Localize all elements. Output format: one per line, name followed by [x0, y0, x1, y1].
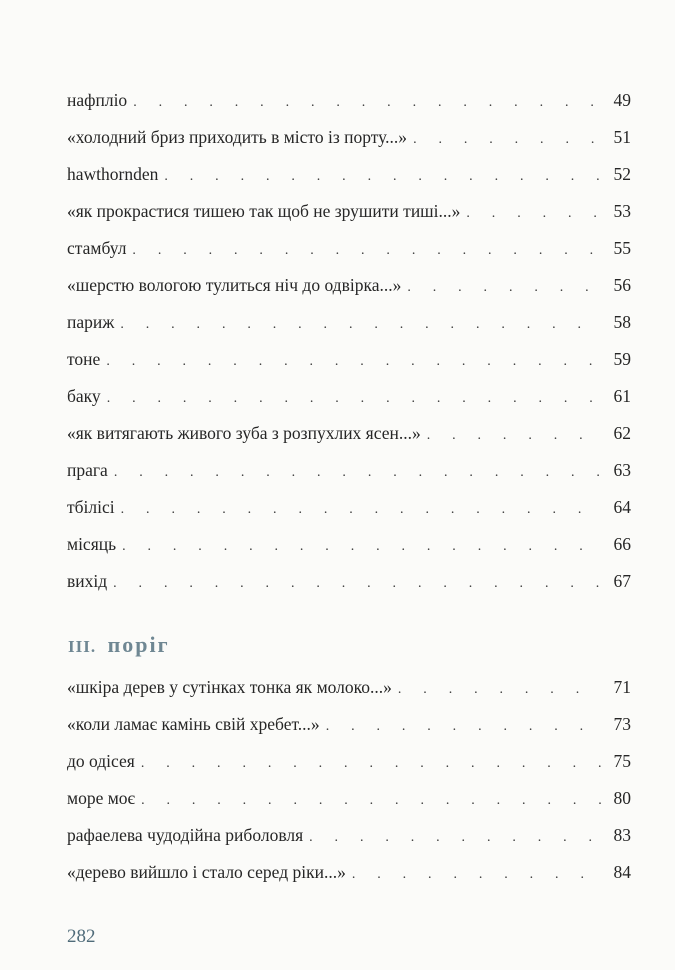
toc-entry-page: 62: [613, 423, 631, 443]
toc-entry-title: баку: [67, 386, 101, 406]
toc-entry-title: «шерстю вологою тулиться ніч до одвірка...»: [67, 275, 402, 295]
toc-entry-title: hawthornden: [67, 164, 159, 184]
toc-entry-title: море моє: [67, 788, 136, 808]
toc-entry[interactable]: [67, 669, 631, 706]
toc-entry-title: прага: [67, 460, 108, 480]
dot-leader: [120, 306, 601, 343]
dot-leader: [133, 84, 601, 121]
toc-entry-page: 51: [613, 127, 631, 147]
dot-leader: [121, 491, 601, 528]
toc-entry-title: тбілісі: [67, 497, 115, 517]
section-heading: [68, 632, 170, 658]
toc-entry[interactable]: [67, 854, 631, 891]
toc-entry[interactable]: [67, 706, 631, 743]
dot-leader: [141, 745, 601, 782]
toc-list-part-two: [67, 82, 631, 600]
toc-entry-title: париж: [67, 312, 115, 332]
toc-entry[interactable]: [67, 304, 631, 341]
toc-entry-page: 52: [613, 164, 631, 184]
toc-list-part-three: [67, 669, 631, 891]
page-number: 282: [67, 926, 96, 947]
dot-leader: [309, 819, 601, 856]
toc-entry[interactable]: [67, 563, 631, 600]
toc-entry[interactable]: [67, 378, 631, 415]
toc-entry[interactable]: [67, 526, 631, 563]
toc-entry-title: до одісея: [67, 751, 135, 771]
toc-entry[interactable]: [67, 489, 631, 526]
toc-entry-title: стамбул: [67, 238, 127, 258]
toc-entry[interactable]: [67, 82, 631, 119]
toc-entry-title: місяць: [67, 534, 117, 554]
toc-entry[interactable]: [67, 415, 631, 452]
toc-entry-page: 80: [613, 788, 631, 808]
toc-entry-title: рафаелева чудодійна риболовля: [67, 825, 304, 845]
dot-leader: [164, 158, 601, 195]
toc-entry-page: 59: [613, 349, 631, 369]
dot-leader: [427, 417, 601, 454]
toc-entry-page: 84: [613, 862, 631, 882]
toc-entry[interactable]: [67, 743, 631, 780]
dot-leader: [141, 782, 601, 819]
dot-leader: [466, 195, 601, 232]
toc-entry[interactable]: [67, 267, 631, 304]
dot-leader: [113, 565, 601, 602]
toc-entry[interactable]: [67, 780, 631, 817]
toc-entry-title: «як витягають живого зуба з розпухлих ясен...»: [67, 423, 421, 443]
toc-entry-page: 55: [613, 238, 631, 258]
dot-leader: [107, 380, 601, 417]
toc-entry[interactable]: [67, 341, 631, 378]
toc-entry-page: 58: [613, 312, 631, 332]
dot-leader: [122, 528, 601, 565]
dot-leader: [326, 708, 601, 745]
toc-entry[interactable]: [67, 156, 631, 193]
toc-entry-page: 73: [613, 714, 631, 734]
toc-entry-page: 53: [613, 201, 631, 221]
toc-entry[interactable]: [67, 193, 631, 230]
toc-entry-title: «як прокрастися тишею так щоб не зрушити тиші...»: [67, 201, 461, 221]
toc-entry[interactable]: [67, 817, 631, 854]
section-numeral: III.: [68, 637, 97, 656]
toc-entry-title: «дерево вийшло і стало серед ріки...»: [67, 862, 346, 882]
dot-leader: [407, 269, 601, 306]
toc-entry-title: вихід: [67, 571, 108, 591]
toc-entry[interactable]: [67, 452, 631, 489]
toc-entry[interactable]: [67, 230, 631, 267]
dot-leader: [398, 671, 601, 708]
dot-leader: [106, 343, 601, 380]
toc-entry-title: «коли ламає камінь свій хребет...»: [67, 714, 320, 734]
section-title: поріг: [107, 632, 170, 657]
toc-entry-title: «холодний бриз приходить в місто із порту...»: [67, 127, 408, 147]
dot-leader: [114, 454, 601, 491]
toc-entry-page: 66: [613, 534, 631, 554]
toc-entry[interactable]: [67, 119, 631, 156]
dot-leader: [413, 121, 601, 158]
toc-entry-title: «шкіра дерев у сутінках тонка як молоко...»: [67, 677, 392, 697]
dot-leader: [352, 856, 601, 893]
toc-entry-page: 61: [613, 386, 631, 406]
toc-entry-page: 49: [613, 90, 631, 110]
toc-entry-page: 56: [613, 275, 631, 295]
toc-entry-page: 67: [613, 571, 631, 591]
toc-entry-title: нафпліо: [67, 90, 128, 110]
toc-entry-page: 63: [613, 460, 631, 480]
toc-entry-page: 75: [613, 751, 631, 771]
toc-entry-page: 64: [613, 497, 631, 517]
toc-entry-page: 71: [613, 677, 631, 697]
toc-entry-title: тоне: [67, 349, 101, 369]
dot-leader: [132, 232, 601, 269]
toc-entry-page: 83: [613, 825, 631, 845]
